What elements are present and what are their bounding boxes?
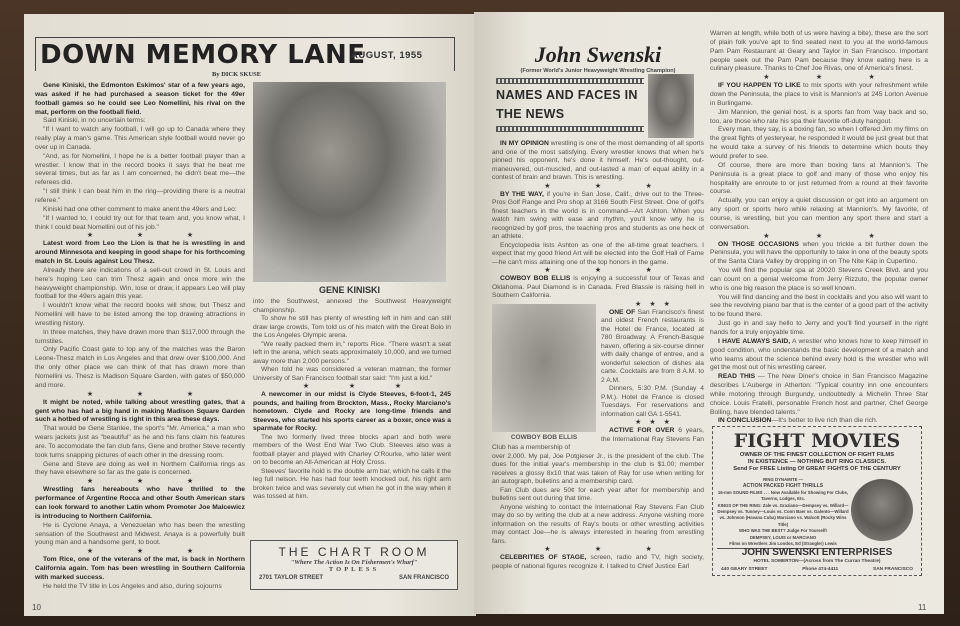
paragraph-text: Already there are indications of a sell-out crowd in St. Louis and here's hoping Leo can trim Thesz again and once more win the heavyweight championship. Win, lose or draw, it appears Leo will play football for the 49ers again this year.	[35, 266, 245, 301]
paragraph	[710, 373, 928, 417]
paragraph	[710, 294, 928, 321]
paragraph-label: CELEBRITIES OF STAGE,	[500, 554, 587, 561]
ad-address: 2701 TAYLOR STREET	[259, 575, 324, 581]
paragraph	[253, 468, 451, 502]
cowboy-photo-block	[492, 304, 596, 441]
paragraph	[35, 267, 245, 302]
paragraph-text: Said Kiniski, in no uncertain terms:	[43, 117, 146, 125]
paragraph-text: You will find the popular spa at 20020 Stevens Creek Blvd. and you can count on a genial welcome from Jerry Rizzuto, the popular owner who is one big reason the place is so well known.	[710, 267, 928, 292]
paragraph	[492, 191, 704, 242]
paragraph-text: He is Cyclone Anaya, a Venezuelan who has been the wrestling sensation of the Southwest and Midwest. Anaya is a powerfully built young man and a handsome gent, to boot.	[35, 521, 245, 547]
paragraph-text: It might be noted, while talking about wrestling gates, that a gent who has had a big hand in making Madison Square Garden such a hotbed of wrestling is right in this area these days.	[35, 398, 245, 424]
paragraph	[35, 206, 245, 215]
byline: By DICK SKUSE	[212, 71, 262, 78]
star-separator: ★ ★ ★	[544, 267, 652, 274]
paragraph-text: The two formerly lived three blocks apart and both were members of the West End War Two Club. Steeves also was a football player and played with Charley O'Rourke, who later went on to become an All-American at Holy Cross.	[253, 433, 451, 466]
paragraph	[35, 126, 245, 153]
paragraph-text: — The New Diner's choice in San Francisco Magazine describes L'Auberge in Atherton: "Typical country inn one encounters while motoring through Burgundy, undoubtedly a Michelin Three Star choice. Louis Fratelli, personable French host and partner, Chef George Bolling, have blended talents."	[710, 373, 928, 416]
paragraph	[710, 162, 928, 197]
city: SAN FRANCISCO	[873, 567, 913, 572]
paragraph	[492, 140, 704, 183]
paragraph-text: Just go in and say hello to Jerry and you'll find yourself in the right hands for a truly enjoyable time.	[710, 320, 928, 336]
article-column-2	[253, 298, 451, 502]
paragraph	[710, 30, 928, 74]
street-address: 440 GEARY STREET	[721, 567, 768, 572]
paragraph	[710, 109, 928, 127]
paragraph	[35, 399, 245, 426]
paragraph	[710, 82, 928, 109]
paragraph-text: to mix sports with your refreshment while down the Peninsula, the place to visit is Mannion's at 245 Lorton Avenue in Burlingame.	[710, 82, 928, 107]
paragraph-text: —It's better to live rich than die rich.	[771, 417, 878, 425]
paragraph-text: Dinners, 5:30 P.M. (Sunday 4 P.M.). Hotel de France is closed Tuesdays. For reservations and information call GA 1-5541.	[601, 385, 704, 418]
phone-number: Phone 474-4411	[802, 567, 839, 572]
paragraph	[35, 302, 245, 329]
paragraph-text: Every man, they say, is a boxing fan, so when I offered Jim my films on the great fights of yesteryear, he responded it would be just great but that he would take a survey of his friends to determine which bouts they would prefer to see.	[710, 126, 928, 160]
paragraph	[35, 556, 245, 583]
paragraph	[492, 242, 704, 268]
decorative-border	[496, 78, 644, 84]
paragraph-text: I wouldn't know what the record books will show, but Thesz and Nomellini will have to be listed among the top drawing attractions in wrestling history.	[35, 302, 245, 327]
paragraph	[710, 320, 928, 338]
paragraph-text: To show he still has plenty of wrestling left in him and can still draw large crowds, Tom told us of his match with the Great Bolo in the Los Angeles Olympic arena.	[253, 315, 451, 339]
ad-line: IN EXISTENCE — NOTHING BUT RING CLASSICS.	[747, 459, 887, 465]
john-swenski-photo	[648, 74, 694, 138]
ad-line: OWNER OF THE FINEST COLLECTION OF FIGHT FILMS	[739, 452, 895, 458]
paragraph-label: ACTIVE FOR OVER	[609, 427, 675, 434]
ad-text: DEMPSEY, LOUIS or MARCIANO	[749, 534, 817, 540]
paragraph-text: if you're in San Jose, Calif., drive out to the Three-Pros Golf Range and Pro shop at 3166 South First Street. One of golf's finest teachers in the world is in command—Art Ashton. When you watch him swing with ease and rhythm, you'll know why he is recognized by golf pros, the teaching pros and students as one heck of an athlete.	[492, 190, 704, 240]
paragraph-text: Encyclopedia lists Ashton as one of the all-time great teachers. I expect that my good friend Art will be elected into the Golf Hall of Fame—he can't miss attaining one of the top honors in the game.	[492, 241, 704, 266]
paragraph	[710, 417, 928, 426]
star-separator: ★ ★ ★	[763, 232, 875, 240]
column-1-flow	[492, 140, 704, 571]
paragraph-label: IN MY OPINION	[500, 140, 549, 147]
section-title: NAMES AND FACES IN THE NEWS	[496, 88, 638, 121]
page-title: DOWN MEMORY LANE	[40, 40, 366, 70]
paragraph	[35, 583, 245, 592]
paragraph	[35, 461, 245, 479]
paragraph-text: "If I wanted to, I could try out for that team and, you know what, I think I could beat Nomellini out of his job."	[35, 214, 245, 231]
ad-title: FIGHT MOVIES	[733, 430, 901, 452]
paragraph-text: Only Pacific Coast gate to top any of the matches was the Baron Leone-Thesz match in Los Angeles and that drew over $100,000. And the only other place we can think of that has drawn more than Nomellini vs. Thesz is Madison Square Garden, with gates of $50,000 and more.	[35, 346, 245, 389]
paragraph	[710, 197, 928, 232]
decorative-border	[496, 126, 644, 132]
paragraph-text: Wrestling fans hereabouts who have thrilled to the performance of Argentine Rocca and other South American stars can look forward to another Latin whom Promoter Joe Malcewicz is introducing to Northern California.	[35, 486, 245, 520]
paragraph	[35, 82, 245, 117]
column-1-bottom	[492, 453, 704, 572]
article-column-1	[35, 82, 245, 592]
column-1	[492, 140, 704, 301]
hotel-address: HOTEL SOMERTON—(Across from The Curran Theatre)	[753, 559, 881, 564]
paragraph-text: That would be Gene Stanlee, the sport's "Mr. America," a man who wears jackets just as "beautiful" as he and his fans claim his features are. To accomodate the fan club fans, Gene and brother Steve recently took turns snapping pictures of each other in the dressing room.	[35, 425, 245, 459]
left-page	[24, 14, 476, 616]
ad-text: Films on Wrestlers Jim Londos, Ed (Strangler) Lewis	[717, 541, 849, 549]
paragraph	[35, 153, 245, 188]
paragraph-text: Jim Mannion, the genial host, is a sports fan from 'way back and so, too, are those who rate his spa their favorite off-duty hangout.	[710, 108, 928, 125]
paragraph-text: "I still think I can beat him in the ring—providing there is a neutral referee."	[35, 188, 245, 204]
photo-caption: GENE KINISKI	[318, 285, 380, 295]
swenski-portrait	[851, 479, 913, 541]
star-separator: ★ ★ ★	[544, 182, 652, 190]
paragraph	[710, 241, 928, 268]
paragraph	[35, 117, 245, 126]
paragraph	[35, 522, 245, 549]
paragraph	[710, 126, 928, 161]
paragraph-text: When told he was considered a veteran matman, the former University of San Francisco football star said: "I'm just a kid."	[253, 366, 451, 382]
paragraph-text: over 2,000. My pal, Joe Potgieser Jr., is the president of the club. The dues for the initial year's membership in the club is $1.00; member receives a glossy 8x10 that was taken of Ray for use when writing for an autograph, bulletins and a membership card.	[492, 452, 704, 485]
paragraph	[35, 215, 245, 233]
company-name: JOHN SWENSKI ENTERPRISES	[741, 547, 893, 558]
paragraph-text: wrestling is one of the most demanding of all sports and one of the most satisfying. Every wrestler knows that when he's pinned his opponent, he's done it himself. He's out-thought, out-maneuvered, out-muscled, and out-lasted a man of equal ability in a contest of brain and brawn. This is wrestling.	[492, 140, 704, 181]
ad-line: Send For FREE Listing Of GREAT FIGHTS OF THE CENTURY	[733, 466, 901, 472]
paragraph-text: Tom Rice, one of the veterans of the mat, is back in Northern California again. Tom has been wrestling in Southern California with marked success.	[35, 556, 245, 581]
paragraph-label: I HAVE ALWAYS SAID,	[718, 337, 791, 345]
paragraph-text: Fan Club dues are 50¢ for each year after for membership and bulletins sent out during that time.	[492, 486, 704, 502]
paragraph	[35, 240, 245, 267]
paragraph	[35, 329, 245, 347]
paragraph	[492, 275, 704, 301]
paragraph-text: He held the TV title in Los Angeles and also, during sojourns	[43, 582, 222, 590]
ad-text: KINGS OF THE RING: Zale vs. Graziano—Dempsey vs. Willard—Dempsey vs. Tunney—Louis vs. Conn Baer vs. Galento—Willard vs. Johnson (Havana Cuba) Marciano vs. Walcott (Rocky Wins Title)	[717, 502, 849, 527]
ad-text: RING DYNAMITE —	[763, 477, 803, 482]
cowboy-bob-ellis-photo	[492, 304, 596, 432]
ad-text: WHO WAS THE BEST? Judge For Yourself!	[739, 528, 827, 534]
ad-text: ACTION PACKED FIGHT THRILLS	[742, 483, 824, 490]
ad-feature: TOPLESS	[328, 566, 380, 573]
paragraph-text: when you trickle a bit further down the Peninsula, you will have the opportunity to take in one of the beauty spots of the Santa Clara Valley by dropping in on The Nite Kap in Cupertino.	[710, 240, 928, 266]
paragraph-label: BY THE WAY,	[500, 190, 544, 198]
paragraph-text: into the Southwest, annexed the Southwest Heavyweight championship.	[253, 298, 451, 314]
paragraph	[253, 315, 451, 341]
paragraph	[35, 486, 245, 521]
star-separator: ★ ★ ★	[86, 390, 194, 398]
paragraph-text: 6 years, the International Ray Stevens Fan Club has a membership of	[492, 427, 704, 451]
star-separator: ★ ★ ★	[86, 548, 194, 556]
ad-city: SAN FRANCISCO	[398, 575, 449, 581]
paragraph-text: "If I want to watch any football, I will go up to Canada where they really play a man's game. This American style football would never go over up in Canada.	[35, 126, 245, 151]
paragraph	[492, 504, 704, 547]
paragraph-label: ON THOSE OCCASIONS	[718, 240, 799, 248]
paragraph-text: San Francisco's finest and oldest French restaurants is the Hotel de France, located at 780 Broadway. A French-Basque haven, offering a six-course dinner with daily change of entree, and a wonderful selection of dishes ala carte. Cocktails are from 8 A.M. to 2 A.M.	[601, 308, 704, 384]
paragraph	[492, 453, 704, 487]
paragraph	[253, 434, 451, 468]
page-number: 11	[918, 603, 927, 612]
paragraph-text: Steeves' favorite hold is the double arm bar, which he calls it the leg full nelson. He has had four teeth knocked out, his right arm broken twice and was severely cut when he got in the way when it was tossed at him.	[253, 467, 451, 500]
paragraph	[253, 341, 451, 367]
column-2	[710, 30, 928, 426]
paragraph-text: Gene Kiniski, the Edmonton Eskimos' star of a few years ago, was asked if he had purchased a season ticket for the 49er football games so he could see Leo Nomellini, his rival on the mat, perform on the football field.	[35, 82, 245, 116]
paragraph	[253, 391, 451, 434]
paragraph	[35, 188, 245, 206]
chart-room-ad	[250, 540, 458, 590]
columnist-name: John Swenski	[534, 42, 662, 67]
paragraph-text: Actually, you can enjoy a quiet discussion or get into an argument on any sport or sports hero while relaxing at Mannion's. My favorite, of course, is wrestling, but you can mention any sport there and start a conversation.	[710, 197, 928, 231]
paragraph	[253, 298, 451, 315]
star-separator: ★ ★ ★	[86, 232, 194, 240]
paragraph	[35, 425, 245, 460]
columnist-subtitle: (Former World's Junior Heavyweight Wrestling Champion)	[520, 68, 676, 74]
star-separator: ★ ★ ★	[763, 74, 875, 82]
ad-text: 16-mm SOUND FILMS . . . Now Available for Showing For Clubs, Taverns, Lodges, Etc.	[717, 489, 849, 502]
paragraph	[253, 366, 451, 383]
paragraph-label: ONE OF	[609, 308, 636, 316]
paragraph-text: You will find dancing and the best in cocktails and you also will want to see the revolving piano bar that is the center of a good part of the activity to be found there.	[710, 293, 928, 319]
paragraph-text: A wrestler who knows how to keep himself in good condition, who understands the basic development of a match and who learns about the science behind every hold is the wrestler who will get the most out of his wrestling career.	[710, 337, 928, 372]
paragraph-text: Latest word from Leo the Lion is that he is wrestling in and around Minnesota and keeping in good shape for his forthcoming match in St. Louis against Lou Thesz.	[35, 240, 245, 266]
paragraph	[710, 338, 928, 373]
paragraph-text: Kiniski had one other comment to make anent the 49ers and Leo:	[43, 205, 237, 213]
paragraph-text: "We really packed them in," reports Rice. "There wasn't a seat left in the arena, which seats approximately 10,000, and we turned away more than 2,000 persons."	[253, 340, 451, 365]
paragraph	[35, 346, 245, 390]
paragraph-text: In three matches, they have drawn more than $117,000 through the turnstiles.	[35, 328, 245, 345]
star-separator: ★ ★ ★	[544, 546, 652, 553]
paragraph-text: Warren at length, while both of us were having a bite), these are the sort of plain folk you've apt to find seated next to you at the world-famous Pam Pam Restaurant at Geary and Taylor in San Francisco. Important people seek out the Pam Pam because they know eating here is a culinary pleasure. Thanks to Chef Joe Rivas, one of America's finest.	[710, 30, 928, 73]
photo-caption: COWBOY BOB ELLIS	[510, 433, 578, 441]
paragraph	[492, 554, 704, 571]
fight-movies-ad	[712, 426, 922, 576]
paragraph	[710, 267, 928, 294]
paragraph-label: READ THIS	[718, 373, 756, 381]
paragraph-text: "And, as for Nomellini, I hope he is a better football player than a wrestler. I know that in the record books it says that he beat me several times, but as far as I am concerned, he didn't beat me—the referees did.	[35, 152, 245, 187]
star-separator: ★ ★ ★	[302, 383, 402, 390]
star-separator: ★ ★ ★	[635, 419, 670, 426]
ad-name: THE CHART ROOM	[278, 545, 430, 559]
paragraph-text: Gene and Steve are doing as well in Northern California rings as they have elsewhere so far as the gate is concerned.	[35, 460, 245, 477]
paragraph-text: is enjoying a successful tour of Texas and Oklahoma. Paul Diamond is in Canada. Fred Blassie is raising hell in Southern California.	[492, 275, 704, 299]
paragraph-text: A newcomer in our midst is Clyde Steeves, 6-foot-1, 245 pounds, and hailing from Brockton, Mass., Rocky Marciano's hometown. Clyde and Rocky are long-time friends and Steeves, who started his sports career as a boxer, once was a sparmate for Rocky.	[253, 391, 451, 432]
paragraph-label: IN CONCLUSION	[718, 417, 772, 425]
star-separator: ★ ★ ★	[635, 300, 670, 308]
paragraph-text: Anyone wishing to contact the International Ray Stevens Fan Club may do so by writing the club at a new address. Anyone wishing more information on the results of Ray's bouts or other wrestling activities may contact Joe—he is always interested in hearing from wrestling fans.	[492, 503, 704, 545]
paragraph-text: screen, radio and TV, high society, people of national figures recognize it. I talked to Chief Justice Earl	[492, 554, 705, 570]
page-number: 10	[32, 603, 41, 612]
paragraph-text: Of course, there are more than boxing fans at Mannion's. The Peninsula is a great place to golf and many of those who enjoy his hospitality are enroute to or just returned from a round at their favorite course.	[710, 161, 928, 196]
gene-kiniski-photo	[253, 82, 446, 282]
paragraph	[492, 487, 704, 504]
right-page	[474, 12, 944, 614]
issue-date: AUGUST, 1955	[351, 50, 423, 61]
paragraph-label: IF YOU HAPPEN TO LIKE	[718, 82, 801, 90]
paragraph-label: COWBOY BOB ELLIS	[500, 275, 571, 282]
star-separator: ★ ★ ★	[86, 478, 194, 486]
ad-tagline: "Where The Action Is On Fishermen's Wharf"	[290, 559, 418, 566]
